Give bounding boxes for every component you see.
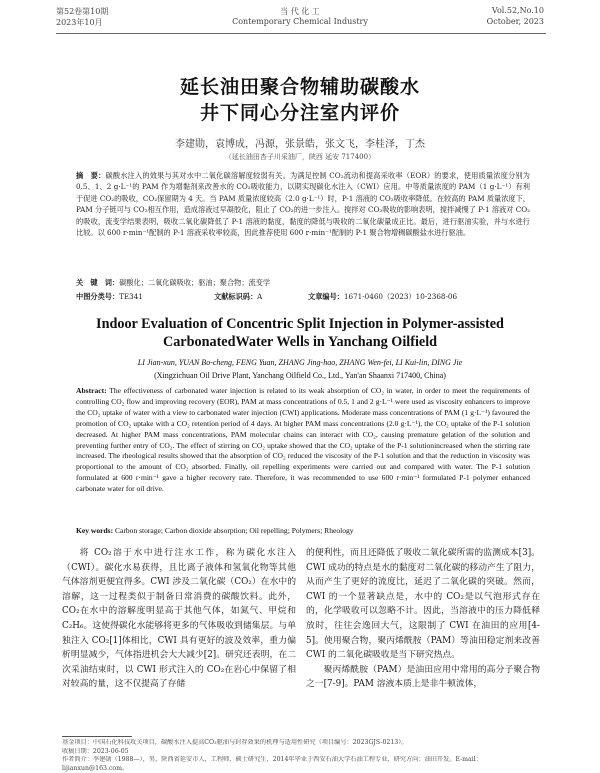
doc-code — [214, 292, 263, 302]
clc-code — [76, 292, 143, 302]
body-paragraph: 将 CO₂溶于水中进行注水工作，称为碳化水注入（CWI）。碳化水易获得，且比离子液体和氢氧化物等其他气体溶剂更便宜得多。CWI 涉及二氧化碳（CO₂）在水中的溶解，这一过程类似于制备日常消费的碳酸饮料。此外，CO₂在水中的溶解度明显高于其他气体，如氮气、甲烷和 C₂H₆。这使得碳化水能够将更多的气体吸收到储集层。与单独注入 CO₂[1]体相比，CWI 具有更好的波及效率，重力偏析明显减少，气体指进机会大大减少[2]。研究还表明，在二次采油结束时，以 CWI 形式注入的 CO₂在岩心中保留了相对较高的量，这不仅提高了存储 — [62, 548, 296, 690]
abstract-cn-label: 摘 要： — [76, 171, 106, 180]
keywords-cn — [76, 278, 530, 288]
abstract-cn — [76, 170, 530, 238]
title-en-line1: Indoor Evaluation of Concentric Split Injection in Polymer-assisted — [96, 316, 504, 332]
abstract-cn-text: 碳酸水注入的效果与其对水中二氧化碳溶解度较弱有关。为满足控制 CO₂流动和提高采收率（EOR）的要求，使用质量浓度分别为 0.5、1、2 g·L⁻¹的 PAM 作为增黏剂来改善水的 CO₂吸收能力，以期实现碳化水注入（CWI）应用。中等质量浓度的 PAM（1 g·L⁻¹）有利于促进 CO₂的吸收，CO₂保留期为 4 天。当 PAM 质量浓度较高（2.0 g·L⁻¹）时，P-1 溶液的 CO₂吸收率降低。在较高的 PAM 质量浓度下，PAM 分子链可与 CO₂相互作用，造成溶液过早凝胶化，阻止了 CO₂的进一步注入。搅拌对 CO₂吸收的影响表明，搅拌减慢了 P-1 溶液对 CO₂的吸收，流变学结果表明，吸收二氧化碳降低了 P-1 溶液的黏度，黏度的降低与吸收的二氧化碳量成正比。最后，进行驱油实验，并与水进行比较。以 600 r·min⁻¹配制的 P-1 溶液采收率较高，因此推荐使用 600 r·min⁻¹配制的 P-1 聚合物增稠碳酸盐水进行驱油。 — [76, 171, 530, 238]
journal-name-en: Contemporary Chemical Industry — [232, 17, 368, 26]
date-cn: 2023年10月 — [56, 18, 103, 27]
abstract-en — [76, 386, 530, 495]
doc-value: A — [257, 292, 263, 301]
article-label: 文章编号： — [308, 292, 344, 301]
footnote-divider — [62, 736, 132, 737]
keywords-en — [76, 526, 530, 535]
title-en-line2: CarbonatedWater Wells in Yanchang Oilfield — [162, 334, 438, 350]
title-cn-line2: 井下同心分注室内评价 — [199, 102, 400, 124]
footnote-received: 收稿日期：2023-06-05 — [62, 747, 129, 755]
article-value: 1671-0460（2023）10-2368-06 — [343, 292, 458, 301]
footnote-author-bio: 作者简介：李建勋（1988—），男，陕西省延安市人，工程师，硕士研究生，2014年毕业于西安石油大学石油工程专业，研究方向：油田开发。E-mail： — [62, 756, 482, 764]
header-divider — [56, 33, 546, 34]
footnote-funding: 基金项目：中国石化科技攻关项目，碳酸水注入提高CO₂驱油与封存效果的机理与适用性研究（项目编号：2023GJS-0213）。 — [62, 739, 408, 746]
footnote-email: lijianxun@163.com。 — [62, 764, 129, 772]
date-en: October, 2023 — [486, 17, 544, 26]
abstract-en-text: The effectiveness of carbonated water injection is related to its weak absorption of CO₂ in water, in order to meet the requirements of controlling CO₂ flow and improving recovery (EOR), PAM at mass concentrations of 0.5, 1 and 2 g·L⁻¹ were used as viscosity enhancers to improve the CO₂ uptake of water with a view to carbonated water injection (CWI) applications. Moderate mass concentrations of PAM (1 g·L⁻¹) favoured the promotion of CO₂ uptake with a CO₂ retention period of 4 days. At higher PAM mass concentrations (2.0 g·L⁻¹), the CO₂ uptake of the P-1 solution decreased. At higher PAM mass concentrations, PAM molecular chains can interact with CO₂, causing premature gelation of the solution and preventing further entry of CO₂. The effect of stirring on CO₂ uptake showed that the CO₂ uptake of the P-1 solutionincreased when the stirring rate increased. The rheological results showed that the absorption of CO₂ reduced the viscosity of the P-1 solution and that the reduction in viscosity was proportional to the amount of CO₂ absorbed. Finally, oil repelling experiments were carried out and compared with water. The P-1 solution formulated at 600 r·min⁻¹ gave a higher recovery rate. Therefore, it was recommended to use 600 r·min⁻¹ formulated P-1 polymer enhanced carbonate water for oil drive. — [76, 386, 530, 494]
keywords-en-text: Carbon storage; Carbon dioxide absorption; Oil repelling; Polymers; Rheology — [115, 526, 354, 535]
clc-value: TE341 — [119, 292, 143, 301]
volume-cn: 第52卷第10期 — [56, 7, 109, 16]
body-column-right — [306, 546, 540, 692]
body-paragraph: 的便利性，而且还降低了吸收二氧化碳所需的监测成本[3]。CWI 成功的特点是水的黏度对二氧化碳的移动产生了阻力，从而产生了更好的流度比，延迟了二氧化碳的突破。然而，CWI 的一个显著缺点是，水中的 CO₂是以气泡形式存在的，化学吸收可以忽略不计。因此，当溶液中的压力降低释放时，往往会逸回大气，这限制了 CWI 在油田的应用[4-5]。使用聚合物，聚丙烯酰胺（PAM）等油田稳定剂来改善 CWI 的二氧化碳吸收是当下研究热点。 — [306, 548, 540, 661]
title-cn-line1: 延长油田聚合物辅助碳酸水 — [179, 76, 420, 98]
authors-cn: 李建勋，袁博成，冯源，张景皓，张文飞，李桂泽，丁杰 — [175, 139, 425, 150]
abstract-en-label: Abstract: — [76, 386, 107, 395]
affiliation-cn: （延长油田杏子川采油厂，陕西 延安 717400） — [224, 153, 376, 161]
journal-name-cn: 当 代 化 工 — [280, 7, 320, 16]
keywords-cn-text: 碳酸化；二氧化碳吸收；驱油；聚合物；流变学 — [119, 278, 271, 287]
keywords-en-label: Key words: — [76, 526, 114, 535]
doc-label: 文献标识码： — [214, 292, 258, 301]
article-number — [308, 292, 458, 302]
clc-label: 中图分类号： — [76, 292, 120, 301]
authors-en: LI Jian-xun, YUAN Bo-cheng, FENG Yuan, ZHANG Jing-hao, ZHANG Wen-fei, LI Kui-lin, DING Jie — [137, 358, 463, 367]
volume-en: Vol.52,No.10 — [491, 6, 544, 15]
body-paragraph: 聚丙烯酰胺（PAM）是油田应用中常用的高分子聚合物之一[7-9]。PAM 溶液本质上是非牛顿流体， — [306, 664, 540, 690]
keywords-cn-label: 关 键 词： — [76, 278, 120, 287]
body-column-left — [62, 546, 296, 692]
running-header — [0, 0, 600, 34]
affiliation-en: (Xingzichuan Oil Drive Plant, Yanchang Oilfield Co., Ltd., Yan'an Shaanxi 717400, China) — [154, 371, 446, 380]
